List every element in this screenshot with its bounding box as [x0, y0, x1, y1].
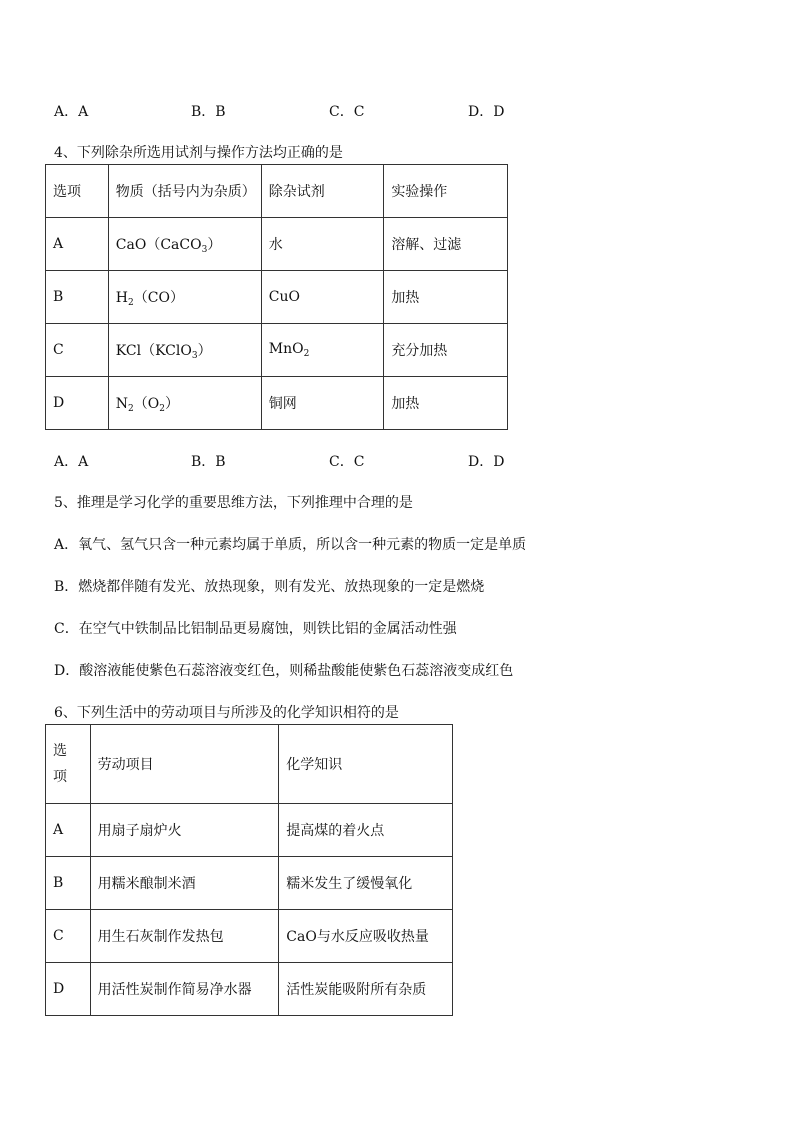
q3-option-b: B．B	[191, 104, 226, 120]
table-row	[46, 271, 508, 324]
row-substance: KCl（KClO$_3$）	[108, 324, 261, 377]
q5-option-a: A．氧气、氢气只含一种元素均属于单质，所以含一种元素的物质一定是单质	[54, 537, 527, 553]
row-labor: 用生石灰制作发热包	[90, 910, 279, 963]
row-operation: 加热	[384, 377, 508, 430]
table-row	[46, 804, 453, 857]
q5-option-c: C．在空气中铁制品比铝制品更易腐蚀，则铁比铝的金属活动性强	[54, 621, 457, 637]
header-substance: 物质（括号内为杂质）	[108, 165, 261, 218]
row-labor: 用扇子扇炉火	[90, 804, 279, 857]
q6-table	[45, 724, 453, 1016]
row-operation: 加热	[384, 271, 508, 324]
header-option: 选项	[46, 165, 109, 218]
row-knowledge: 糯米发生了缓慢氧化	[279, 857, 453, 910]
q4-option-a: A．A	[54, 454, 89, 470]
q3-option-a: A．A	[54, 104, 89, 120]
row-reagent: CuO	[261, 271, 384, 324]
row-substance: $H_2(CO)$	[108, 271, 261, 324]
row-option: C	[46, 910, 91, 963]
row-option: C	[46, 324, 109, 377]
q6-stem: 6、下列生活中的劳动项目与所涉及的化学知识相符的是	[54, 705, 399, 721]
row-knowledge: CaO与水反应吸收热量	[279, 910, 453, 963]
header-reagent: 除杂试剂	[261, 165, 384, 218]
row-option: A	[46, 804, 91, 857]
row-labor: 用糯米酿制米酒	[90, 857, 279, 910]
header-knowledge: 化学知识	[279, 725, 453, 804]
q4-options	[54, 451, 754, 471]
header-labor: 劳动项目	[90, 725, 279, 804]
table-header-row	[46, 725, 453, 804]
q4-option-c: C．C	[329, 454, 365, 470]
table-row	[46, 910, 453, 963]
table-row	[46, 377, 508, 430]
row-knowledge: 活性炭能吸附所有杂质	[279, 963, 453, 1016]
table-row	[46, 857, 453, 910]
row-substance: $N_2(O_2)$	[108, 377, 261, 430]
row-operation: 溶解、过滤	[384, 218, 508, 271]
q3-option-d: D．D	[468, 104, 505, 120]
table-row	[46, 324, 508, 377]
row-knowledge: 提高煤的着火点	[279, 804, 453, 857]
row-option: B	[46, 857, 91, 910]
row-option: A	[46, 218, 109, 271]
row-substance: CaO（CaCO$_3$）	[108, 218, 261, 271]
row-option: D	[46, 963, 91, 1016]
q3-option-c: C．C	[329, 104, 365, 120]
q4-option-b: B．B	[191, 454, 226, 470]
q3-options	[54, 101, 754, 121]
table-row	[46, 963, 453, 1016]
q5-stem: 5、推理是学习化学的重要思维方法，下列推理中合理的是	[54, 495, 413, 511]
q5-option-d: D．酸溶液能使紫色石蕊溶液变红色，则稀盐酸能使紫色石蕊溶液变成红色	[54, 663, 514, 679]
q5-option-b: B．燃烧都伴随有发光、放热现象，则有发光、放热现象的一定是燃烧	[54, 579, 485, 595]
table-header-row	[46, 165, 508, 218]
q4-table	[45, 164, 508, 430]
q4-option-d: D．D	[468, 454, 505, 470]
row-reagent: 水	[261, 218, 384, 271]
header-operation: 实验操作	[384, 165, 508, 218]
row-reagent: 铜网	[261, 377, 384, 430]
row-labor: 用活性炭制作简易净水器	[90, 963, 279, 1016]
row-operation: 充分加热	[384, 324, 508, 377]
row-option: D	[46, 377, 109, 430]
row-reagent: MnO$_2$	[261, 324, 384, 377]
table-row	[46, 218, 508, 271]
header-option: 选 项	[46, 725, 91, 804]
q4-stem: 4、下列除杂所选用试剂与操作方法均正确的是	[54, 145, 343, 161]
row-option: B	[46, 271, 109, 324]
